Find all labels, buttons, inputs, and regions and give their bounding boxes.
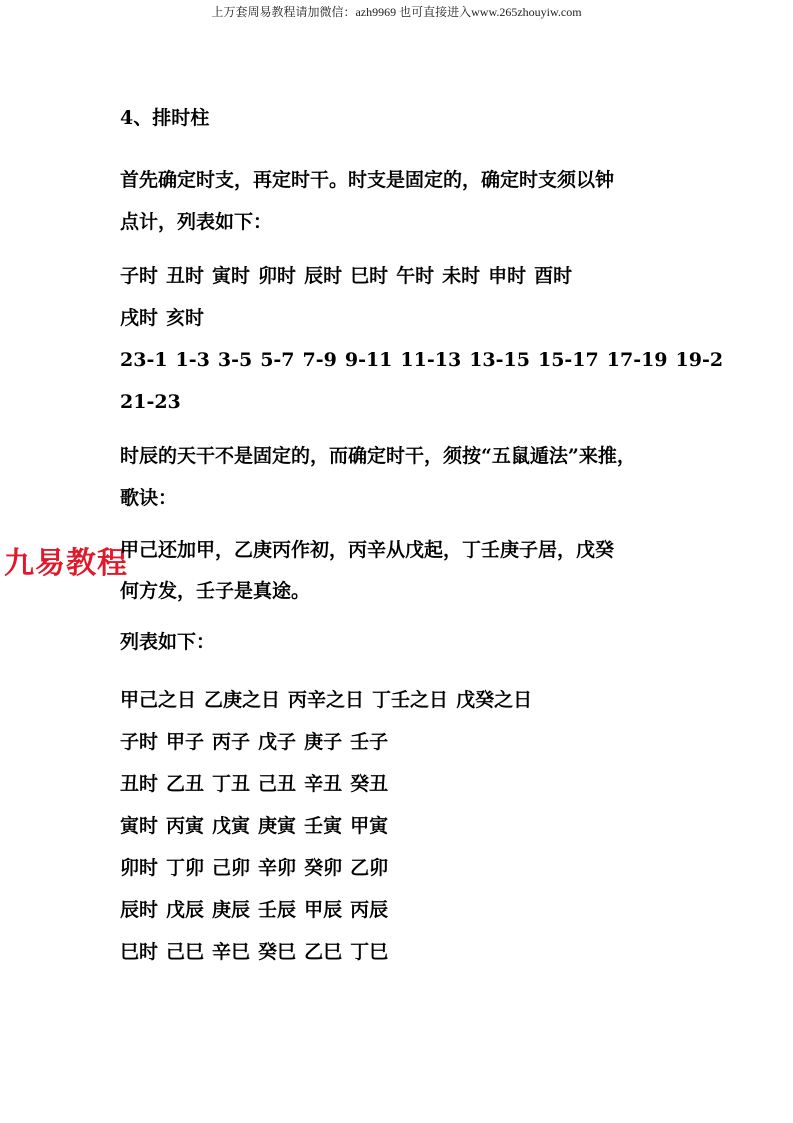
table-cell: 子时 — [120, 265, 159, 287]
table-cell: 辛巳 — [212, 941, 251, 963]
table-cell: 17-19 — [606, 349, 668, 371]
table-cell: 甲子 — [166, 731, 205, 753]
table-cell: 戊子 — [258, 731, 297, 753]
table-cell: 21-23 — [120, 391, 181, 413]
table-cell: 甲辰 — [304, 899, 343, 921]
verse-line: 甲己还加甲，乙庚丙作初，丙辛从戊起，丁壬庚子居，戊癸 — [120, 539, 615, 561]
table-cell: 庚子 — [304, 731, 343, 753]
table-cell: 未时 — [442, 265, 481, 287]
table-body — [120, 728, 680, 966]
branch-hours-row — [120, 346, 724, 374]
table-row — [120, 770, 680, 798]
table-row — [120, 938, 680, 966]
paragraph-line: 首先确定时支，再定时干。时支是固定的，确定时支须以钟 — [120, 169, 615, 191]
table-cell: 13-15 — [469, 349, 530, 371]
table-cell: 5-7 — [260, 349, 295, 371]
branch-hours-row — [120, 388, 680, 416]
table-cell: 丙寅 — [166, 815, 205, 837]
table-cell: 寅时 — [120, 815, 159, 837]
table-cell: 乙卯 — [350, 857, 389, 879]
table-cell: 丙辛之日 — [288, 689, 365, 711]
table-cell: 庚辰 — [212, 899, 251, 921]
table-cell: 戊癸之日 — [456, 689, 533, 711]
table-cell: 壬子 — [350, 731, 389, 753]
table-cell: 辛卯 — [258, 857, 297, 879]
table-cell: 7-9 — [302, 349, 337, 371]
table-cell: 辰时 — [304, 265, 343, 287]
table-row — [120, 728, 680, 756]
table-cell: 壬辰 — [258, 899, 297, 921]
table-cell: 丁壬之日 — [372, 689, 449, 711]
table-row — [120, 812, 680, 840]
table-cell: 巳时 — [120, 941, 159, 963]
table-cell: 乙庚之日 — [204, 689, 281, 711]
table-cell: 癸丑 — [350, 773, 389, 795]
branch-names-row — [120, 304, 680, 332]
branch-names-row — [120, 262, 680, 290]
table-cell: 丑时 — [120, 773, 159, 795]
section-heading: 4、排时柱 — [120, 107, 210, 129]
watermark-logo: 九易教程 — [4, 546, 128, 581]
table-cell: 23-1 — [120, 349, 168, 371]
table-cell: 15-17 — [537, 349, 599, 371]
table-row — [120, 854, 680, 882]
table-cell: 戊寅 — [212, 815, 251, 837]
table-cell: 卯时 — [120, 857, 159, 879]
table-cell: 丁巳 — [350, 941, 389, 963]
table-cell: 己丑 — [258, 773, 297, 795]
table-cell: 己巳 — [166, 941, 205, 963]
table-cell: 丑时 — [166, 265, 205, 287]
paragraph-line: 歌诀： — [120, 487, 178, 509]
table-cell: 癸卯 — [304, 857, 343, 879]
paragraph-line: 时辰的天干不是固定的，而确定时干，须按“五鼠遁法”来推， — [120, 445, 636, 467]
table-row — [120, 896, 680, 924]
table-cell: 戌时 — [120, 307, 159, 329]
table-cell: 寅时 — [212, 265, 251, 287]
table-cell: 己卯 — [212, 857, 251, 879]
table-cell: 辛丑 — [304, 773, 343, 795]
table-cell: 亥时 — [166, 307, 205, 329]
table-cell: 申时 — [488, 265, 527, 287]
table-cell: 甲寅 — [350, 815, 389, 837]
table-cell: 丁卯 — [166, 857, 205, 879]
table-cell: 巳时 — [350, 265, 389, 287]
table-cell: 甲己之日 — [120, 689, 197, 711]
table-cell: 壬寅 — [304, 815, 343, 837]
table-cell: 19-2 — [675, 349, 724, 371]
paragraph-line: 点计，列表如下： — [120, 211, 273, 233]
table-cell: 子时 — [120, 731, 159, 753]
header-note: 上万套周易教程请加微信：azh9969 也可直接进入www.265zhouyiw.com — [211, 5, 582, 19]
table-cell: 午时 — [396, 265, 435, 287]
table-cell: 乙巳 — [304, 941, 343, 963]
table-cell: 丙子 — [212, 731, 251, 753]
table-cell: 辰时 — [120, 899, 159, 921]
table-cell: 丁丑 — [212, 773, 251, 795]
table-cell: 1-3 — [175, 349, 210, 371]
table-header-row — [120, 686, 680, 714]
table-cell: 乙丑 — [166, 773, 205, 795]
document-body — [120, 104, 724, 980]
table-cell: 戊辰 — [166, 899, 205, 921]
table-cell: 庚寅 — [258, 815, 297, 837]
verse-line: 何方发，壬子是真途。 — [120, 580, 311, 602]
list-intro: 列表如下： — [120, 631, 216, 653]
table-cell: 11-13 — [400, 349, 462, 371]
table-cell: 酉时 — [534, 265, 573, 287]
table-cell: 丙辰 — [350, 899, 389, 921]
table-cell: 9-11 — [344, 349, 393, 371]
table-cell: 3-5 — [217, 349, 253, 371]
table-cell: 癸巳 — [258, 941, 297, 963]
table-cell: 卯时 — [258, 265, 297, 287]
